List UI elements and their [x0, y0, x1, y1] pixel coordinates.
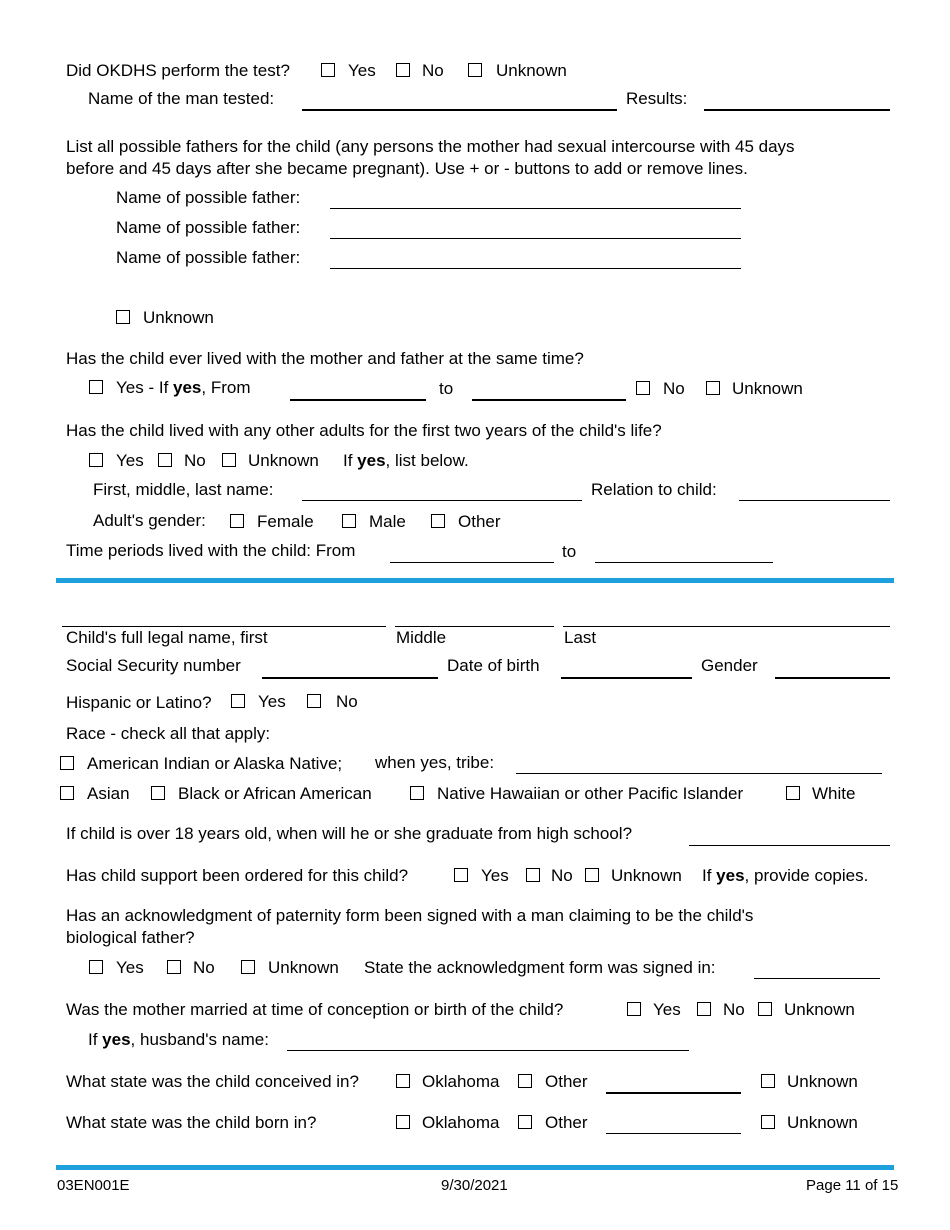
child-last-name-field[interactable] — [563, 626, 890, 627]
footer-page-number: Page 11 of 15 — [806, 1177, 899, 1194]
father-field-2[interactable] — [330, 238, 741, 239]
born-question: What state was the child born in? — [66, 1113, 317, 1132]
support-no-label: No — [551, 866, 573, 885]
born-other-label: Other — [545, 1113, 588, 1132]
okdhs-question: Did OKDHS perform the test? — [66, 61, 290, 80]
ack-unknown-checkbox[interactable] — [241, 960, 255, 974]
married-yes-label: Yes — [653, 1000, 681, 1019]
conceived-unknown-checkbox[interactable] — [761, 1074, 775, 1088]
lived-both-unknown-checkbox[interactable] — [706, 381, 720, 395]
race-aian-checkbox[interactable] — [60, 756, 74, 770]
race-black-checkbox[interactable] — [151, 786, 165, 800]
over18-field[interactable] — [689, 845, 890, 846]
race-label: Race - check all that apply: — [66, 724, 271, 743]
adult-name-field[interactable] — [302, 500, 582, 501]
ssn-field[interactable] — [262, 677, 438, 679]
over18-question: If child is over 18 years old, when will he or she graduate from high school? — [66, 824, 633, 843]
other-adults-if-yes: If yes, list below. — [343, 451, 469, 470]
hispanic-no-label: No — [336, 692, 358, 711]
lived-both-yes-label: Yes - If yes, From — [116, 378, 251, 397]
adult-name-label: First, middle, last name: — [93, 480, 274, 499]
hispanic-label: Hispanic or Latino? — [66, 693, 212, 712]
child-middle-name-label: Middle — [396, 628, 447, 647]
married-question: Was the mother married at time of conception or birth of the child? — [66, 1000, 564, 1019]
time-to-field[interactable] — [595, 562, 773, 563]
other-adults-unknown-checkbox[interactable] — [222, 453, 236, 467]
race-white-label: White — [812, 784, 856, 803]
adult-female-checkbox[interactable] — [230, 514, 244, 528]
support-no-checkbox[interactable] — [526, 868, 540, 882]
support-yes-checkbox[interactable] — [454, 868, 468, 882]
child-first-name-label: Child's full legal name, first — [66, 628, 268, 647]
race-asian-label: Asian — [87, 784, 130, 803]
dob-label: Date of birth — [447, 656, 540, 675]
child-gender-label: Gender — [701, 656, 758, 675]
husband-name-field[interactable] — [287, 1050, 689, 1051]
child-first-name-field[interactable] — [62, 626, 386, 627]
footer-form-number: 03EN001E — [57, 1177, 130, 1194]
hispanic-no-checkbox[interactable] — [307, 694, 321, 708]
hispanic-yes-checkbox[interactable] — [231, 694, 245, 708]
race-white-checkbox[interactable] — [786, 786, 800, 800]
other-adults-yes-checkbox[interactable] — [89, 453, 103, 467]
ack-yes-checkbox[interactable] — [89, 960, 103, 974]
man-tested-label: Name of the man tested: — [88, 89, 275, 108]
married-unknown-label: Unknown — [784, 1000, 855, 1019]
other-adults-unknown-label: Unknown — [248, 451, 319, 470]
race-asian-checkbox[interactable] — [60, 786, 74, 800]
relation-label: Relation to child: — [591, 480, 717, 499]
child-middle-name-field[interactable] — [395, 626, 554, 627]
other-adults-question: Has the child lived with any other adults for the first two years of the child's life? — [66, 421, 662, 440]
okdhs-no-checkbox[interactable] — [396, 63, 410, 77]
support-question: Has child support been ordered for this child? — [66, 866, 409, 885]
married-yes-checkbox[interactable] — [627, 1002, 641, 1016]
tribe-label: when yes, tribe: — [375, 753, 495, 772]
ack-no-checkbox[interactable] — [167, 960, 181, 974]
father-label-3: Name of possible father: — [116, 248, 301, 267]
born-oklahoma-label: Oklahoma — [422, 1113, 500, 1132]
ack-question-1: Has an acknowledgment of paternity form been signed with a man claiming to be the child's — [66, 906, 754, 925]
other-adults-yes-label: Yes — [116, 451, 144, 470]
child-last-name-label: Last — [564, 628, 597, 647]
lived-both-yes-checkbox[interactable] — [89, 380, 103, 394]
father-field-3[interactable] — [330, 268, 741, 269]
lived-both-no-checkbox[interactable] — [636, 381, 650, 395]
footer-divider — [56, 1165, 894, 1170]
lived-both-question: Has the child ever lived with the mother and father at the same time? — [66, 349, 584, 368]
conceived-oklahoma-checkbox[interactable] — [396, 1074, 410, 1088]
conceived-question: What state was the child conceived in? — [66, 1072, 359, 1091]
okdhs-unknown-checkbox[interactable] — [468, 63, 482, 77]
fathers-instructions-1: List all possible fathers for the child (any persons the mother had sexual intercourse with 45 days — [66, 137, 795, 156]
adult-gender-label: Adult's gender: — [93, 511, 206, 530]
lived-both-to-field[interactable] — [472, 399, 626, 401]
adult-other-checkbox[interactable] — [431, 514, 445, 528]
lived-both-no-label: No — [663, 379, 685, 398]
married-unknown-checkbox[interactable] — [758, 1002, 772, 1016]
father-label-2: Name of possible father: — [116, 218, 301, 237]
fathers-unknown-label: Unknown — [143, 308, 214, 327]
race-nhpi-label: Native Hawaiian or other Pacific Islander — [437, 784, 744, 803]
born-oklahoma-checkbox[interactable] — [396, 1115, 410, 1129]
relation-field[interactable] — [739, 500, 890, 501]
conceived-other-field[interactable] — [606, 1092, 741, 1094]
hispanic-yes-label: Yes — [258, 692, 286, 711]
okdhs-yes-checkbox[interactable] — [321, 63, 335, 77]
lived-both-from-field[interactable] — [290, 399, 426, 401]
time-to-label: to — [562, 542, 577, 561]
okdhs-yes-label: Yes — [348, 61, 376, 80]
ack-question-2: biological father? — [66, 928, 195, 947]
dob-field[interactable] — [561, 677, 692, 679]
adult-male-label: Male — [369, 512, 406, 531]
footer-date: 9/30/2021 — [441, 1177, 508, 1194]
support-unknown-checkbox[interactable] — [585, 868, 599, 882]
child-gender-field[interactable] — [775, 677, 890, 679]
support-unknown-label: Unknown — [611, 866, 682, 885]
ack-yes-label: Yes — [116, 958, 144, 977]
ack-unknown-label: Unknown — [268, 958, 339, 977]
married-no-label: No — [723, 1000, 745, 1019]
time-from-field[interactable] — [390, 562, 554, 563]
father-field-1[interactable] — [330, 208, 741, 209]
support-yes-label: Yes — [481, 866, 509, 885]
born-unknown-checkbox[interactable] — [761, 1115, 775, 1129]
conceived-oklahoma-label: Oklahoma — [422, 1072, 500, 1091]
okdhs-unknown-label: Unknown — [496, 61, 567, 80]
conceived-unknown-label: Unknown — [787, 1072, 858, 1091]
adult-other-label: Other — [458, 512, 501, 531]
ack-state-field[interactable] — [754, 978, 880, 979]
conceived-other-checkbox[interactable] — [518, 1074, 532, 1088]
results-label: Results: — [626, 89, 688, 108]
other-adults-no-label: No — [184, 451, 206, 470]
fathers-unknown-checkbox[interactable] — [116, 310, 130, 324]
ack-state-label: State the acknowledgment form was signed in: — [364, 958, 716, 977]
father-label-1: Name of possible father: — [116, 188, 301, 207]
man-tested-field[interactable] — [302, 109, 617, 111]
tribe-field[interactable] — [516, 773, 882, 774]
okdhs-no-label: No — [422, 61, 444, 80]
other-adults-no-checkbox[interactable] — [158, 453, 172, 467]
lived-both-unknown-label: Unknown — [732, 379, 803, 398]
fathers-instructions-2: before and 45 days after she became pregnant). Use + or - buttons to add or remove lines. — [66, 159, 748, 178]
born-unknown-label: Unknown — [787, 1113, 858, 1132]
race-nhpi-checkbox[interactable] — [410, 786, 424, 800]
born-other-checkbox[interactable] — [518, 1115, 532, 1129]
race-black-label: Black or African American — [178, 784, 372, 803]
race-aian-label: American Indian or Alaska Native; — [87, 754, 343, 773]
born-other-field[interactable] — [606, 1133, 741, 1134]
married-no-checkbox[interactable] — [697, 1002, 711, 1016]
time-periods-label: Time periods lived with the child: From — [66, 541, 356, 560]
section-divider — [56, 578, 894, 583]
adult-female-label: Female — [257, 512, 314, 531]
conceived-other-label: Other — [545, 1072, 588, 1091]
ack-no-label: No — [193, 958, 215, 977]
ssn-label: Social Security number — [66, 656, 241, 675]
support-if-yes: If yes, provide copies. — [702, 866, 869, 885]
lived-both-to-label: to — [439, 379, 454, 398]
adult-male-checkbox[interactable] — [342, 514, 356, 528]
husband-name-label: If yes, husband's name: — [88, 1030, 269, 1049]
results-field[interactable] — [704, 109, 890, 111]
